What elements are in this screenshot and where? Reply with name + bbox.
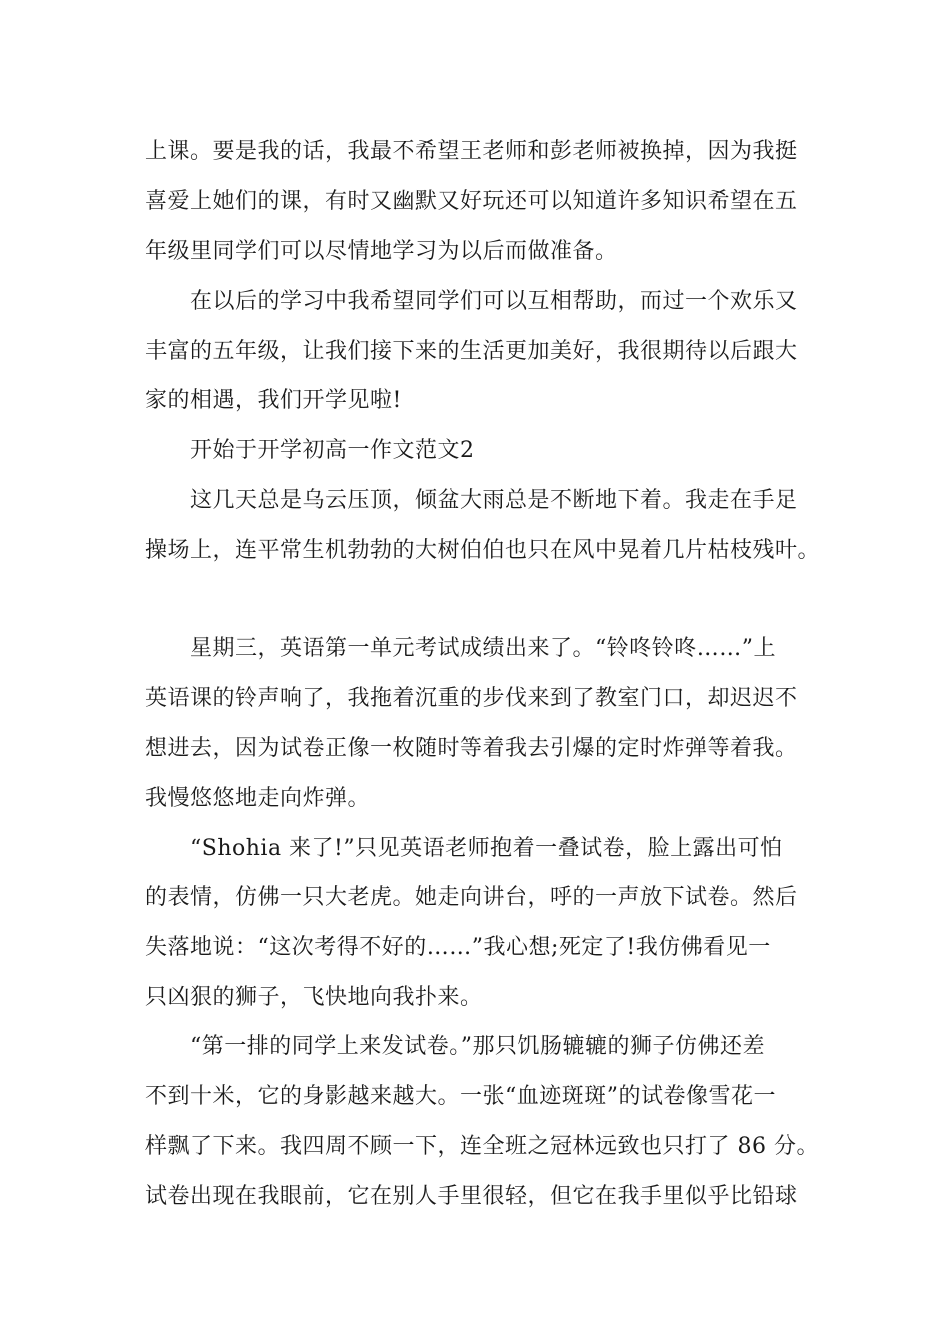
text-line: 操场上，连平常生机勃勃的大树伯伯也只在风中晃着几片枯枝残叶。 xyxy=(145,538,821,563)
text-line: 在以后的学习中我希望同学们可以互相帮助，而过一个欢乐又 xyxy=(190,289,798,314)
text-line: 丰富的五年级，让我们接下来的生活更加美好，我很期待以后跟大 xyxy=(145,339,798,364)
text-line: 星期三，英语第一单元考试成绩出来了。“铃咚铃咚……”上 xyxy=(190,636,776,661)
text-line: 样飘了下来。我四周不顾一下，连全班之冠林远致也只打了 86 分。 xyxy=(145,1134,819,1159)
text-line: 不到十米，它的身影越来越大。一张“血迹斑斑”的试卷像雪花一 xyxy=(145,1084,776,1109)
text-line: 的表情，仿佛一只大老虎。她走向讲台，呼的一声放下试卷。然后 xyxy=(145,885,798,910)
text-line: 上课。要是我的话，我最不希望王老师和彭老师被换掉，因为我挺 xyxy=(145,139,798,164)
text-line: 试卷出现在我眼前，它在别人手里很轻，但它在我手里似乎比铅球 xyxy=(145,1184,798,1209)
text-line: 我慢悠悠地走向炸弹。 xyxy=(145,786,371,811)
text-line: 英语课的铃声响了，我拖着沉重的步伐来到了教室门口，却迟迟不 xyxy=(145,686,798,711)
text-line: 这几天总是乌云压顶，倾盆大雨总是不断地下着。我走在手足 xyxy=(190,488,798,513)
section-heading: 开始于开学初高一作文范文2 xyxy=(190,438,475,463)
text-line: 失落地说：“这次考得不好的……”我心想;死定了!我仿佛看见一 xyxy=(145,935,771,960)
text-line: 只凶狠的狮子，飞快地向我扑来。 xyxy=(145,985,483,1010)
text-line: “Shohia 来了!”只见英语老师抱着一叠试卷，脸上露出可怕 xyxy=(190,836,783,861)
text-line: 想进去，因为试卷正像一枚随时等着我去引爆的定时炸弹等着我。 xyxy=(145,736,798,761)
text-line: “第一排的同学上来发试卷。”那只饥肠辘辘的狮子仿佛还差 xyxy=(190,1034,765,1059)
text-line: 年级里同学们可以尽情地学习为以后而做准备。 xyxy=(145,239,618,264)
text-line: 家的相遇，我们开学见啦! xyxy=(145,388,402,413)
text-line: 喜爱上她们的课，有时又幽默又好玩还可以知道许多知识希望在五 xyxy=(145,189,798,214)
